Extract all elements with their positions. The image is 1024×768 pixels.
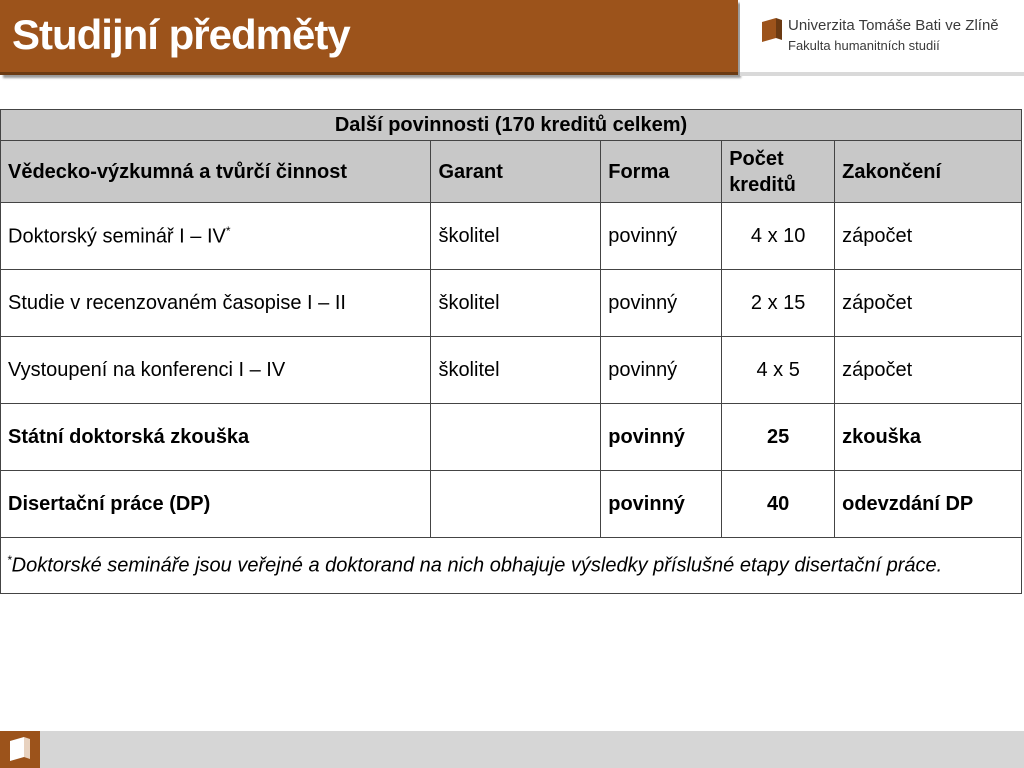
faculty-name: Fakulta humanitních studií — [788, 38, 940, 53]
cell-garant: školitel — [431, 337, 601, 404]
cell-kredity: 2 x 15 — [722, 270, 835, 337]
header-zakonceni: Zakončení — [835, 141, 1022, 203]
table-row — [1, 404, 1022, 471]
header-activity: Vědecko-výzkumná a tvůrčí činnost — [1, 141, 431, 203]
cell-garant — [431, 471, 601, 538]
footer-logo-box — [0, 731, 40, 768]
table-note-row — [1, 538, 1022, 594]
duties-table — [0, 109, 1022, 594]
cell-zakonceni: zápočet — [835, 337, 1022, 404]
table-note — [1, 538, 1022, 594]
cell-kredity: 40 — [722, 471, 835, 538]
cell-forma: povinný — [601, 471, 722, 538]
page-title: Studijní předměty — [12, 11, 350, 58]
cell-zakonceni: odevzdání DP — [835, 471, 1022, 538]
cell-forma: povinný — [601, 270, 722, 337]
cell-name: Studie v recenzovaném časopise I – II — [1, 270, 431, 337]
cell-garant: školitel — [431, 203, 601, 270]
cell-name: Vystoupení na konferenci I – IV — [1, 337, 431, 404]
cell-forma: povinný — [601, 337, 722, 404]
cell-kredity: 4 x 5 — [722, 337, 835, 404]
cell-forma: povinný — [601, 404, 722, 471]
cell-name: Disertační práce (DP) — [1, 471, 431, 538]
header-garant: Garant — [431, 141, 601, 203]
cell-name: Státní doktorská zkouška — [1, 404, 431, 471]
university-logo — [740, 0, 1024, 72]
cell-kredity: 25 — [722, 404, 835, 471]
footnote-mark: * — [225, 223, 231, 238]
cell-garant — [431, 404, 601, 471]
university-name: Univerzita Tomáše Bati ve Zlíně — [788, 17, 999, 34]
cell-garant: školitel — [431, 270, 601, 337]
table-row — [1, 337, 1022, 404]
header-kredity: Počet kreditů — [722, 141, 835, 203]
cell-forma: povinný — [601, 203, 722, 270]
table-caption-row — [1, 110, 1022, 141]
cell-zakonceni: zkouška — [835, 404, 1022, 471]
footnote-mark: * — [7, 553, 12, 568]
table-header-row — [1, 141, 1022, 203]
header-forma: Forma — [601, 141, 722, 203]
table-row — [1, 203, 1022, 270]
table-row — [1, 471, 1022, 538]
table-caption: Další povinnosti (170 kreditů celkem) — [1, 110, 1022, 141]
cell-zakonceni: zápočet — [835, 203, 1022, 270]
table-row — [1, 270, 1022, 337]
cell-name — [1, 203, 431, 270]
title-bar — [0, 0, 738, 75]
cell-kredity: 4 x 10 — [722, 203, 835, 270]
university-book-logo-icon — [762, 18, 782, 42]
cell-zakonceni: zápočet — [835, 270, 1022, 337]
cell-name-text: Doktorský seminář I – IV — [8, 225, 226, 248]
book-icon — [10, 737, 30, 761]
note-text: Doktorské semináře jsou veřejné a doktorand na nich obhajuje výsledky příslušné etapy disertační práce. — [11, 554, 943, 577]
footer-bar — [0, 731, 1024, 768]
header-divider — [740, 72, 1024, 76]
